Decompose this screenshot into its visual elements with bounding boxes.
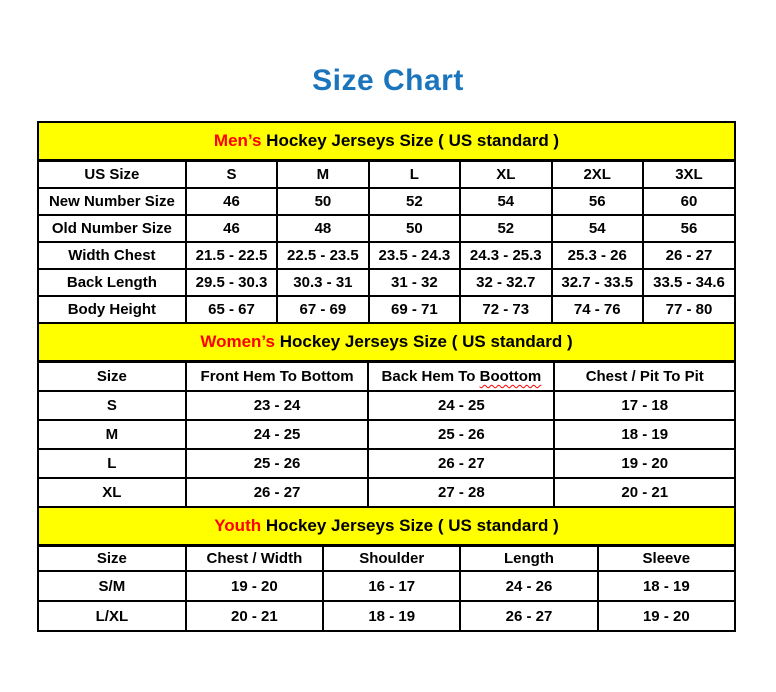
- section-header-row: [38, 122, 735, 161]
- section-header-row: [38, 507, 735, 546]
- value-cell: 32 - 32.7: [460, 269, 551, 296]
- value-cell: 30.3 - 31: [277, 269, 368, 296]
- value-cell: 46: [186, 215, 277, 242]
- column-header-row: [38, 362, 735, 392]
- value-cell: 21.5 - 22.5: [186, 242, 277, 269]
- section-header-text: Hockey Jerseys Size ( US standard ): [261, 516, 559, 535]
- row-label: Old Number Size: [38, 215, 186, 242]
- row-label: L/XL: [38, 601, 186, 631]
- value-cell: 29.5 - 30.3: [186, 269, 277, 296]
- value-cell: 56: [643, 215, 735, 242]
- column-header: Length: [460, 546, 597, 572]
- row-label: M: [38, 420, 186, 449]
- row-label: Body Height: [38, 296, 186, 323]
- column-header-row: [38, 546, 735, 572]
- table-row: [38, 269, 735, 296]
- value-cell: 31 - 32: [369, 269, 460, 296]
- value-cell: 26 - 27: [186, 478, 369, 507]
- row-label: XL: [38, 478, 186, 507]
- table-row: [38, 478, 735, 507]
- table-row: [38, 188, 735, 215]
- value-cell: 17 - 18: [554, 391, 735, 420]
- column-header: Size: [38, 362, 186, 392]
- column-header: S: [186, 161, 277, 189]
- value-cell: 32.7 - 33.5: [552, 269, 643, 296]
- size-table-youth: [37, 506, 736, 632]
- table-row: [38, 242, 735, 269]
- column-header-row: [38, 161, 735, 189]
- table-row: [38, 571, 735, 601]
- value-cell: 60: [643, 188, 735, 215]
- column-header: Front Hem To Bottom: [186, 362, 369, 392]
- column-header-text: Back Hem To: [381, 368, 480, 385]
- value-cell: 26 - 27: [643, 242, 735, 269]
- value-cell: 50: [369, 215, 460, 242]
- value-cell: 54: [552, 215, 643, 242]
- section-header-mens: [38, 122, 735, 161]
- size-table-mens: [37, 121, 736, 324]
- value-cell: 46: [186, 188, 277, 215]
- section-header-highlight: Women’s: [200, 332, 275, 351]
- table-row: [38, 391, 735, 420]
- table-row: [38, 601, 735, 631]
- section-header-text: Hockey Jerseys Size ( US standard ): [261, 131, 560, 150]
- column-header: Shoulder: [323, 546, 460, 572]
- value-cell: 69 - 71: [369, 296, 460, 323]
- table-row: [38, 420, 735, 449]
- value-cell: 16 - 17: [323, 571, 460, 601]
- row-label: S: [38, 391, 186, 420]
- row-label: Width Chest: [38, 242, 186, 269]
- value-cell: 25 - 26: [368, 420, 554, 449]
- value-cell: 23.5 - 24.3: [369, 242, 460, 269]
- value-cell: 65 - 67: [186, 296, 277, 323]
- value-cell: 18 - 19: [554, 420, 735, 449]
- value-cell: 19 - 20: [186, 571, 323, 601]
- column-header-misspelled-word: Boottom: [479, 368, 542, 385]
- value-cell: 72 - 73: [460, 296, 551, 323]
- section-header-row: [38, 323, 735, 362]
- value-cell: 23 - 24: [186, 391, 369, 420]
- section-header-highlight: Men’s: [213, 131, 262, 150]
- section-header-womens: [38, 323, 735, 362]
- column-header: Sleeve: [598, 546, 735, 572]
- table-row: [38, 296, 735, 323]
- value-cell: 67 - 69: [277, 296, 368, 323]
- table-row: [38, 215, 735, 242]
- value-cell: 20 - 21: [186, 601, 323, 631]
- page-title: Size Chart: [312, 64, 464, 97]
- table-row: [38, 449, 735, 478]
- value-cell: 20 - 21: [554, 478, 735, 507]
- value-cell: 54: [460, 188, 551, 215]
- size-table-womens: [37, 322, 736, 508]
- value-cell: 52: [369, 188, 460, 215]
- column-header: L: [369, 161, 460, 189]
- value-cell: 18 - 19: [323, 601, 460, 631]
- column-header: 2XL: [552, 161, 643, 189]
- value-cell: 25.3 - 26: [552, 242, 643, 269]
- row-label: New Number Size: [38, 188, 186, 215]
- section-header-text: Hockey Jerseys Size ( US standard ): [274, 332, 573, 351]
- value-cell: 24.3 - 25.3: [460, 242, 551, 269]
- section-header-highlight: Youth: [214, 516, 262, 535]
- value-cell: 26 - 27: [368, 449, 554, 478]
- value-cell: 33.5 - 34.6: [643, 269, 735, 296]
- value-cell: 25 - 26: [186, 449, 369, 478]
- value-cell: 77 - 80: [643, 296, 735, 323]
- value-cell: 24 - 25: [368, 391, 554, 420]
- value-cell: 48: [277, 215, 368, 242]
- column-header: M: [277, 161, 368, 189]
- value-cell: 19 - 20: [554, 449, 735, 478]
- value-cell: 27 - 28: [368, 478, 554, 507]
- value-cell: 24 - 25: [186, 420, 369, 449]
- value-cell: 74 - 76: [552, 296, 643, 323]
- value-cell: 52: [460, 215, 551, 242]
- column-header: 3XL: [643, 161, 735, 189]
- tables-container: [37, 121, 736, 632]
- row-label: S/M: [38, 571, 186, 601]
- value-cell: 18 - 19: [598, 571, 735, 601]
- row-label: Back Length: [38, 269, 186, 296]
- section-header-youth: [38, 507, 735, 546]
- column-header: Chest / Width: [186, 546, 323, 572]
- value-cell: 50: [277, 188, 368, 215]
- column-header: Size: [38, 546, 186, 572]
- row-label: L: [38, 449, 186, 478]
- value-cell: 24 - 26: [460, 571, 597, 601]
- value-cell: 19 - 20: [598, 601, 735, 631]
- column-header: [368, 362, 554, 392]
- column-header: Chest / Pit To Pit: [554, 362, 735, 392]
- value-cell: 26 - 27: [460, 601, 597, 631]
- value-cell: 56: [552, 188, 643, 215]
- value-cell: 22.5 - 23.5: [277, 242, 368, 269]
- column-header: US Size: [38, 161, 186, 189]
- column-header: XL: [460, 161, 551, 189]
